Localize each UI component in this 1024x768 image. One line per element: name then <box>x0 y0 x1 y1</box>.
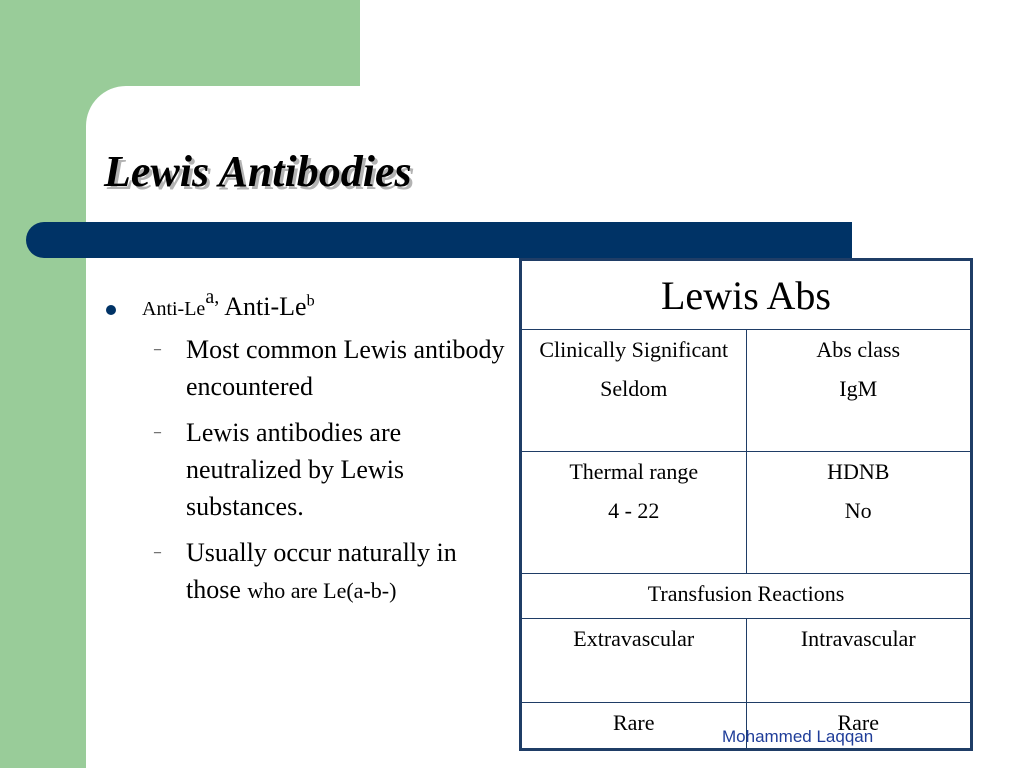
cell-value: Seldom <box>600 376 668 402</box>
table-row <box>521 619 972 703</box>
sub-bullet-text: Lewis antibodies are neutralized by Lewis substances. <box>186 417 405 521</box>
bullet-item-anti-le <box>104 286 514 322</box>
table-cell <box>521 329 747 451</box>
table-cell: Intravascular <box>746 619 972 703</box>
sub-bullet-text: Usually occur naturally in those <box>186 537 457 604</box>
table-cell <box>746 451 972 573</box>
table-cell: Rare <box>746 702 972 749</box>
bullet-prefix: Anti-Le <box>142 298 206 320</box>
table-cell: Rare <box>521 702 747 749</box>
sub-bullet-text: Most common Lewis antibody encountered <box>186 334 505 401</box>
cell-label: Thermal range <box>569 458 699 484</box>
sub-bullet-item <box>104 534 514 609</box>
sub-bullet-small-text: who are Le(a-b-) <box>247 577 397 603</box>
table-cell: Extravascular <box>521 619 747 703</box>
table-subheader: Transfusion Reactions <box>521 574 972 619</box>
slide-title: Lewis Antibodies <box>104 147 412 196</box>
cell-value: No <box>844 498 872 524</box>
table-header: Lewis Abs <box>521 260 972 330</box>
bullet-main-text: Anti-Le <box>224 292 307 321</box>
table-cell <box>746 329 972 451</box>
table-row <box>521 329 972 451</box>
bullet-prefix-superscript: a, <box>205 286 220 308</box>
footer-author: Mohammed Laqqan <box>722 727 874 746</box>
cell-label: Abs class <box>816 336 901 362</box>
sub-bullet-dash-icon: – <box>154 544 161 560</box>
bullet-main-superscript: b <box>306 292 315 310</box>
sub-bullet-item <box>104 414 514 525</box>
table-cell <box>521 451 747 573</box>
sub-bullet-item <box>104 331 514 405</box>
bullet-list <box>104 286 514 609</box>
sub-bullet-dash-icon: – <box>154 341 161 357</box>
cell-value: 4 - 22 <box>608 498 660 524</box>
title-divider-bar <box>26 222 852 258</box>
lewis-abs-table <box>519 258 973 751</box>
sub-bullet-dash-icon: – <box>154 424 161 440</box>
table-row <box>521 451 972 573</box>
table-row <box>521 574 972 619</box>
cell-value: IgM <box>839 376 878 402</box>
bullet-dot-icon <box>106 305 116 315</box>
cell-label: HDNB <box>827 458 890 484</box>
cell-label: Clinically Significant <box>539 336 729 362</box>
